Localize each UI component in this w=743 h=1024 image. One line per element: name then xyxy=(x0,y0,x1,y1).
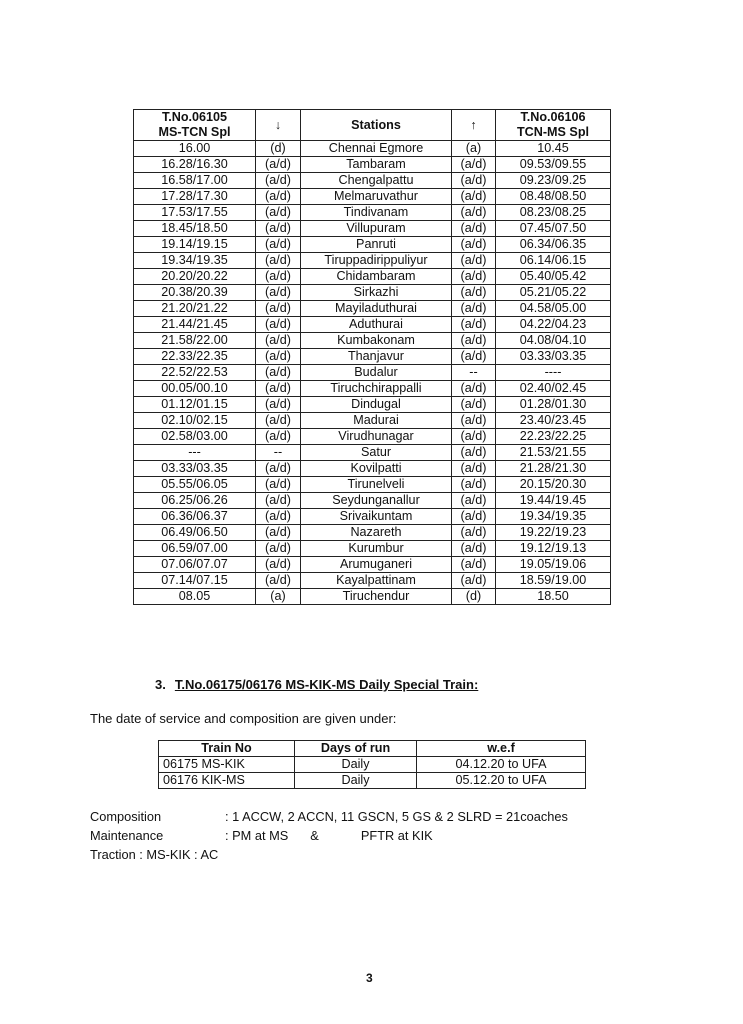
table-row xyxy=(134,349,611,365)
table-row xyxy=(134,205,611,221)
header-train-down-name: MS-TCN Spl xyxy=(158,125,231,139)
up-time-cell: 08.23/08.25 xyxy=(496,205,611,221)
header-train-up-number: T.No.06106 xyxy=(520,110,586,124)
down-time-cell: 01.12/01.15 xyxy=(134,397,256,413)
up-time-cell: 10.45 xyxy=(496,141,611,157)
up-arrival-departure-cell: (a/d) xyxy=(452,301,496,317)
up-arrival-departure-cell: (a/d) xyxy=(452,477,496,493)
down-arrival-departure-cell: -- xyxy=(256,445,301,461)
down-arrival-departure-cell: (a/d) xyxy=(256,493,301,509)
down-arrival-departure-cell: (a/d) xyxy=(256,221,301,237)
up-time-cell: 18.50 xyxy=(496,589,611,605)
down-time-cell: 06.59/07.00 xyxy=(134,541,256,557)
composition-value: : 1 ACCW, 2 ACCN, 11 GSCN, 5 GS & 2 SLRD = 21coaches xyxy=(225,809,568,824)
maintenance-label: Maintenance xyxy=(90,828,164,843)
up-arrival-departure-cell: -- xyxy=(452,365,496,381)
down-arrival-departure-cell: (a/d) xyxy=(256,365,301,381)
up-time-cell: 01.28/01.30 xyxy=(496,397,611,413)
table-row xyxy=(159,773,586,789)
down-time-cell: 16.58/17.00 xyxy=(134,173,256,189)
up-time-cell: 02.40/02.45 xyxy=(496,381,611,397)
up-time-cell: 19.44/19.45 xyxy=(496,493,611,509)
up-arrival-departure-cell: (a/d) xyxy=(452,317,496,333)
down-arrival-departure-cell: (a/d) xyxy=(256,413,301,429)
train-no-cell: 06175 MS-KIK xyxy=(159,757,295,773)
train-no-cell: 06176 KIK-MS xyxy=(159,773,295,789)
table-row xyxy=(159,757,586,773)
down-arrival-departure-cell: (a/d) xyxy=(256,285,301,301)
header-days-of-run: Days of run xyxy=(295,741,417,757)
table-row xyxy=(134,413,611,429)
table-row xyxy=(134,541,611,557)
header-train-up-name: TCN-MS Spl xyxy=(516,125,590,139)
down-time-cell: 06.49/06.50 xyxy=(134,525,256,541)
station-cell: Tindivanam xyxy=(301,205,452,221)
up-time-cell: 09.23/09.25 xyxy=(496,173,611,189)
table-row xyxy=(134,301,611,317)
station-cell: Chidambaram xyxy=(301,269,452,285)
table-row xyxy=(134,397,611,413)
station-cell: Dindugal xyxy=(301,397,452,413)
down-time-cell: 20.38/20.39 xyxy=(134,285,256,301)
station-cell: Tambaram xyxy=(301,157,452,173)
up-arrival-departure-cell: (a/d) xyxy=(452,157,496,173)
down-time-cell: 21.58/22.00 xyxy=(134,333,256,349)
timetable-body xyxy=(134,141,611,605)
down-time-cell: 17.53/17.55 xyxy=(134,205,256,221)
up-arrival-departure-cell: (a) xyxy=(452,141,496,157)
up-arrival-departure-cell: (a/d) xyxy=(452,541,496,557)
up-time-cell: 19.22/19.23 xyxy=(496,525,611,541)
station-cell: Sirkazhi xyxy=(301,285,452,301)
station-cell: Aduthurai xyxy=(301,317,452,333)
down-time-cell: 21.20/21.22 xyxy=(134,301,256,317)
section-number: 3. xyxy=(155,677,166,692)
table-row xyxy=(134,189,611,205)
down-arrival-departure-cell: (a/d) xyxy=(256,173,301,189)
down-time-cell: 00.05/00.10 xyxy=(134,381,256,397)
maintenance-ampersand: & xyxy=(310,828,319,843)
up-time-cell: 21.28/21.30 xyxy=(496,461,611,477)
station-cell: Srivaikuntam xyxy=(301,509,452,525)
up-time-cell: 19.34/19.35 xyxy=(496,509,611,525)
up-time-cell: 18.59/19.00 xyxy=(496,573,611,589)
down-arrival-departure-cell: (a/d) xyxy=(256,237,301,253)
service-table-header-row xyxy=(159,741,586,757)
header-stations: Stations xyxy=(301,110,452,141)
up-time-cell: 19.12/19.13 xyxy=(496,541,611,557)
table-row xyxy=(134,317,611,333)
composition-label: Composition xyxy=(90,809,162,824)
down-time-cell: 16.28/16.30 xyxy=(134,157,256,173)
composition-line xyxy=(90,809,568,824)
station-cell: Melmaruvathur xyxy=(301,189,452,205)
table-row xyxy=(134,589,611,605)
up-arrival-departure-cell: (a/d) xyxy=(452,189,496,205)
table-row xyxy=(134,381,611,397)
down-arrow-icon: ↓ xyxy=(256,110,301,141)
station-cell: Chennai Egmore xyxy=(301,141,452,157)
up-arrival-departure-cell: (a/d) xyxy=(452,429,496,445)
section-3-heading xyxy=(155,677,478,692)
up-arrival-departure-cell: (a/d) xyxy=(452,349,496,365)
maintenance-line xyxy=(90,828,433,843)
header-train-down-number: T.No.06105 xyxy=(161,110,228,124)
down-arrival-departure-cell: (a/d) xyxy=(256,429,301,445)
table-row xyxy=(134,173,611,189)
table-row xyxy=(134,285,611,301)
up-time-cell: ---- xyxy=(496,365,611,381)
up-time-cell: 05.40/05.42 xyxy=(496,269,611,285)
up-time-cell: 03.33/03.35 xyxy=(496,349,611,365)
up-time-cell: 21.53/21.55 xyxy=(496,445,611,461)
down-arrival-departure-cell: (a/d) xyxy=(256,573,301,589)
down-time-cell: 20.20/20.22 xyxy=(134,269,256,285)
table-row xyxy=(134,269,611,285)
wef-cell: 04.12.20 to UFA xyxy=(417,757,586,773)
up-arrival-departure-cell: (a/d) xyxy=(452,525,496,541)
down-arrival-departure-cell: (a/d) xyxy=(256,349,301,365)
station-cell: Budalur xyxy=(301,365,452,381)
down-time-cell: 06.36/06.37 xyxy=(134,509,256,525)
table-row xyxy=(134,333,611,349)
table-row xyxy=(134,429,611,445)
up-time-cell: 07.45/07.50 xyxy=(496,221,611,237)
down-time-cell: 19.34/19.35 xyxy=(134,253,256,269)
up-arrival-departure-cell: (a/d) xyxy=(452,173,496,189)
station-cell: Tiruchendur xyxy=(301,589,452,605)
down-time-cell: 02.58/03.00 xyxy=(134,429,256,445)
traction-line: Traction : MS-KIK : AC xyxy=(90,847,219,862)
down-time-cell: 22.52/22.53 xyxy=(134,365,256,381)
up-time-cell: 23.40/23.45 xyxy=(496,413,611,429)
up-arrival-departure-cell: (a/d) xyxy=(452,285,496,301)
up-arrival-departure-cell: (a/d) xyxy=(452,573,496,589)
down-arrival-departure-cell: (a/d) xyxy=(256,461,301,477)
up-arrival-departure-cell: (a/d) xyxy=(452,557,496,573)
down-arrival-departure-cell: (a/d) xyxy=(256,317,301,333)
timetable-header-row xyxy=(134,110,611,141)
up-arrival-departure-cell: (a/d) xyxy=(452,221,496,237)
down-time-cell: 21.44/21.45 xyxy=(134,317,256,333)
down-arrival-departure-cell: (a/d) xyxy=(256,301,301,317)
maintenance-value-ms: : PM at MS xyxy=(225,828,289,843)
down-arrival-departure-cell: (a/d) xyxy=(256,157,301,173)
up-arrival-departure-cell: (a/d) xyxy=(452,509,496,525)
header-train-no: Train No xyxy=(159,741,295,757)
up-arrival-departure-cell: (a/d) xyxy=(452,397,496,413)
station-cell: Kumbakonam xyxy=(301,333,452,349)
down-time-cell: 18.45/18.50 xyxy=(134,221,256,237)
table-row xyxy=(134,461,611,477)
down-arrival-departure-cell: (a/d) xyxy=(256,205,301,221)
header-train-down xyxy=(134,110,256,141)
timetable xyxy=(133,109,611,605)
section-title: T.No.06175/06176 MS-KIK-MS Daily Special Train: xyxy=(174,677,479,692)
station-cell: Kurumbur xyxy=(301,541,452,557)
table-row xyxy=(134,509,611,525)
up-arrow-icon: ↑ xyxy=(452,110,496,141)
down-arrival-departure-cell: (d) xyxy=(256,141,301,157)
down-time-cell: 06.25/06.26 xyxy=(134,493,256,509)
table-row xyxy=(134,493,611,509)
wef-cell: 05.12.20 to UFA xyxy=(417,773,586,789)
header-wef: w.e.f xyxy=(417,741,586,757)
station-cell: Tirunelveli xyxy=(301,477,452,493)
service-table xyxy=(158,740,586,789)
down-time-cell: 08.05 xyxy=(134,589,256,605)
down-arrival-departure-cell: (a) xyxy=(256,589,301,605)
station-cell: Mayiladuthurai xyxy=(301,301,452,317)
down-time-cell: 05.55/06.05 xyxy=(134,477,256,493)
table-row xyxy=(134,573,611,589)
station-cell: Chengalpattu xyxy=(301,173,452,189)
table-row xyxy=(134,525,611,541)
up-time-cell: 08.48/08.50 xyxy=(496,189,611,205)
table-row xyxy=(134,557,611,573)
up-arrival-departure-cell: (a/d) xyxy=(452,381,496,397)
maintenance-value-kik: PFTR at KIK xyxy=(360,828,433,843)
down-time-cell: 19.14/19.15 xyxy=(134,237,256,253)
down-arrival-departure-cell: (a/d) xyxy=(256,557,301,573)
station-cell: Seydunganallur xyxy=(301,493,452,509)
down-arrival-departure-cell: (a/d) xyxy=(256,477,301,493)
up-arrival-departure-cell: (a/d) xyxy=(452,461,496,477)
station-cell: Kovilpatti xyxy=(301,461,452,477)
down-time-cell: 22.33/22.35 xyxy=(134,349,256,365)
up-time-cell: 04.08/04.10 xyxy=(496,333,611,349)
station-cell: Satur xyxy=(301,445,452,461)
section-intro: The date of service and composition are given under: xyxy=(90,711,397,726)
station-cell: Tiruppadirippuliyur xyxy=(301,253,452,269)
table-row xyxy=(134,477,611,493)
up-time-cell: 19.05/19.06 xyxy=(496,557,611,573)
table-row xyxy=(134,253,611,269)
table-row xyxy=(134,141,611,157)
down-time-cell: 07.06/07.07 xyxy=(134,557,256,573)
up-time-cell: 04.22/04.23 xyxy=(496,317,611,333)
down-arrival-departure-cell: (a/d) xyxy=(256,333,301,349)
header-train-up xyxy=(496,110,611,141)
table-row xyxy=(134,157,611,173)
down-time-cell: 02.10/02.15 xyxy=(134,413,256,429)
days-of-run-cell: Daily xyxy=(295,757,417,773)
down-arrival-departure-cell: (a/d) xyxy=(256,381,301,397)
down-arrival-departure-cell: (a/d) xyxy=(256,253,301,269)
station-cell: Villupuram xyxy=(301,221,452,237)
station-cell: Tiruchchirappalli xyxy=(301,381,452,397)
up-time-cell: 04.58/05.00 xyxy=(496,301,611,317)
down-time-cell: 16.00 xyxy=(134,141,256,157)
up-arrival-departure-cell: (a/d) xyxy=(452,413,496,429)
station-cell: Kayalpattinam xyxy=(301,573,452,589)
down-arrival-departure-cell: (a/d) xyxy=(256,509,301,525)
page-number: 3 xyxy=(366,971,373,985)
table-row xyxy=(134,445,611,461)
up-time-cell: 20.15/20.30 xyxy=(496,477,611,493)
station-cell: Thanjavur xyxy=(301,349,452,365)
down-time-cell: --- xyxy=(134,445,256,461)
up-arrival-departure-cell: (a/d) xyxy=(452,253,496,269)
station-cell: Nazareth xyxy=(301,525,452,541)
up-time-cell: 05.21/05.22 xyxy=(496,285,611,301)
up-time-cell: 22.23/22.25 xyxy=(496,429,611,445)
up-arrival-departure-cell: (a/d) xyxy=(452,493,496,509)
down-arrival-departure-cell: (a/d) xyxy=(256,525,301,541)
days-of-run-cell: Daily xyxy=(295,773,417,789)
station-cell: Madurai xyxy=(301,413,452,429)
up-arrival-departure-cell: (a/d) xyxy=(452,237,496,253)
down-arrival-departure-cell: (a/d) xyxy=(256,189,301,205)
table-row xyxy=(134,237,611,253)
station-cell: Virudhunagar xyxy=(301,429,452,445)
down-time-cell: 07.14/07.15 xyxy=(134,573,256,589)
up-arrival-departure-cell: (d) xyxy=(452,589,496,605)
up-time-cell: 06.14/06.15 xyxy=(496,253,611,269)
up-arrival-departure-cell: (a/d) xyxy=(452,269,496,285)
table-row xyxy=(134,221,611,237)
down-arrival-departure-cell: (a/d) xyxy=(256,541,301,557)
up-time-cell: 06.34/06.35 xyxy=(496,237,611,253)
down-arrival-departure-cell: (a/d) xyxy=(256,397,301,413)
down-time-cell: 03.33/03.35 xyxy=(134,461,256,477)
station-cell: Panruti xyxy=(301,237,452,253)
table-row xyxy=(134,365,611,381)
down-time-cell: 17.28/17.30 xyxy=(134,189,256,205)
up-time-cell: 09.53/09.55 xyxy=(496,157,611,173)
up-arrival-departure-cell: (a/d) xyxy=(452,333,496,349)
up-arrival-departure-cell: (a/d) xyxy=(452,205,496,221)
down-arrival-departure-cell: (a/d) xyxy=(256,269,301,285)
up-arrival-departure-cell: (a/d) xyxy=(452,445,496,461)
station-cell: Arumuganeri xyxy=(301,557,452,573)
